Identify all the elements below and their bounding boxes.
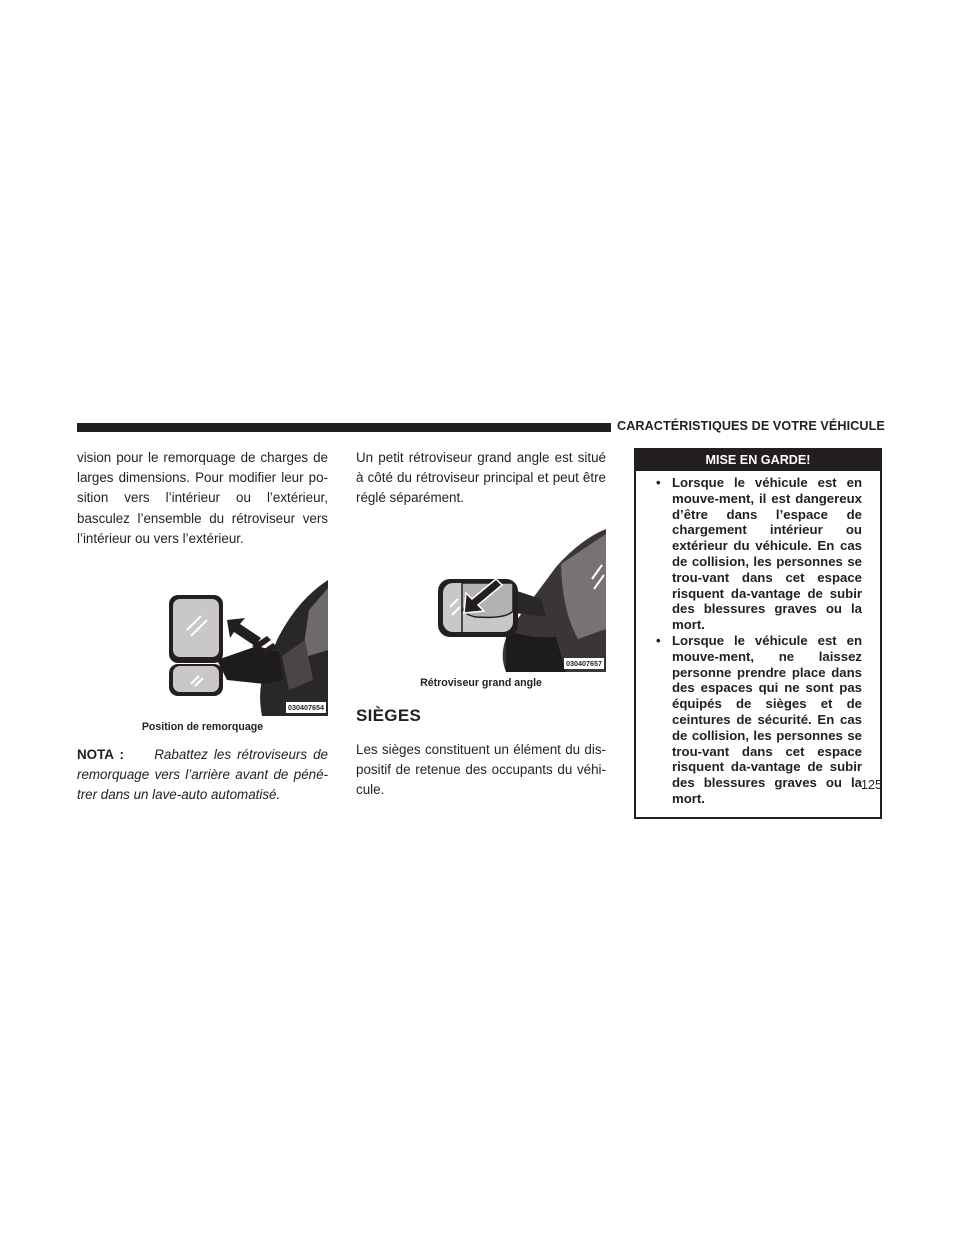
warning-list (636, 471, 883, 817)
note-label: NOTA : (77, 747, 124, 763)
warning-title: MISE EN GARDE! (636, 450, 880, 471)
warning-item (654, 475, 862, 633)
warning-item (654, 633, 862, 807)
section-heading-sieges: SIÈGES (356, 705, 422, 725)
column-3 (634, 448, 882, 819)
warning-item-text: Lorsque le véhicule est en mouve-ment, il est dangereux d’être dans l’espace de chargement intérieur ou extérieur du véhicule. En cas de collision, les personnes se trou-vant dans cet espace risquent da-vantage de subir des blessures graves ou la mort. (672, 475, 862, 633)
figure-towing-position (77, 580, 328, 716)
paragraph-towing-intro: vision pour le remorquage de charges de larges dimensions. Pour modifier leur po-sition vers l’intérieur ou l’extérieur, basculez l’ensemble du rétroviseur vers l’intérieur ou vers l’extérieur. (77, 450, 328, 546)
column-2 (356, 448, 606, 800)
figure-code: 030407657 (566, 658, 602, 668)
paragraph-wide-angle: Un petit rétroviseur grand angle est situé à côté du rétroviseur principal et peut être réglé séparément. (356, 450, 606, 506)
figure-caption: Rétroviseur grand angle (420, 676, 542, 689)
warning-item-text: Lorsque le véhicule est en mouve-ment, ne laissez personne prendre place dans des espaces qui ne sont pas équipés de sièges et de ceintures de sécurité. En cas de collision, les personnes se trou-vant dans cet espace risquent da-vantage de subir des blessures graves ou la mort. (672, 632, 862, 806)
note-paragraph (77, 745, 328, 806)
figure-caption: Position de remorquage (141, 721, 264, 734)
note-text: Rabattez les rétroviseurs de remorquage vers l’arrière avant de péné-trer dans un lave-auto automatisé. (77, 747, 328, 803)
figure-code: 030407654 (288, 703, 324, 713)
column-1 (77, 448, 328, 806)
wide-angle-mirror-illustration (356, 529, 606, 672)
page-number: 125 (861, 778, 883, 792)
figure-wide-angle-mirror (356, 529, 606, 672)
towing-mirror-illustration (77, 580, 328, 716)
warning-box (634, 448, 882, 819)
section-title: CARACTÉRISTIQUES DE VOTRE VÉHICULE (617, 419, 885, 433)
bullet-icon: • (656, 632, 661, 648)
bullet-icon: • (656, 475, 661, 490)
header-rule (77, 423, 611, 432)
paragraph-sieges: Les sièges constituent un élément du dis-positif de retenue des occupants du véhi-cule. (356, 741, 606, 798)
